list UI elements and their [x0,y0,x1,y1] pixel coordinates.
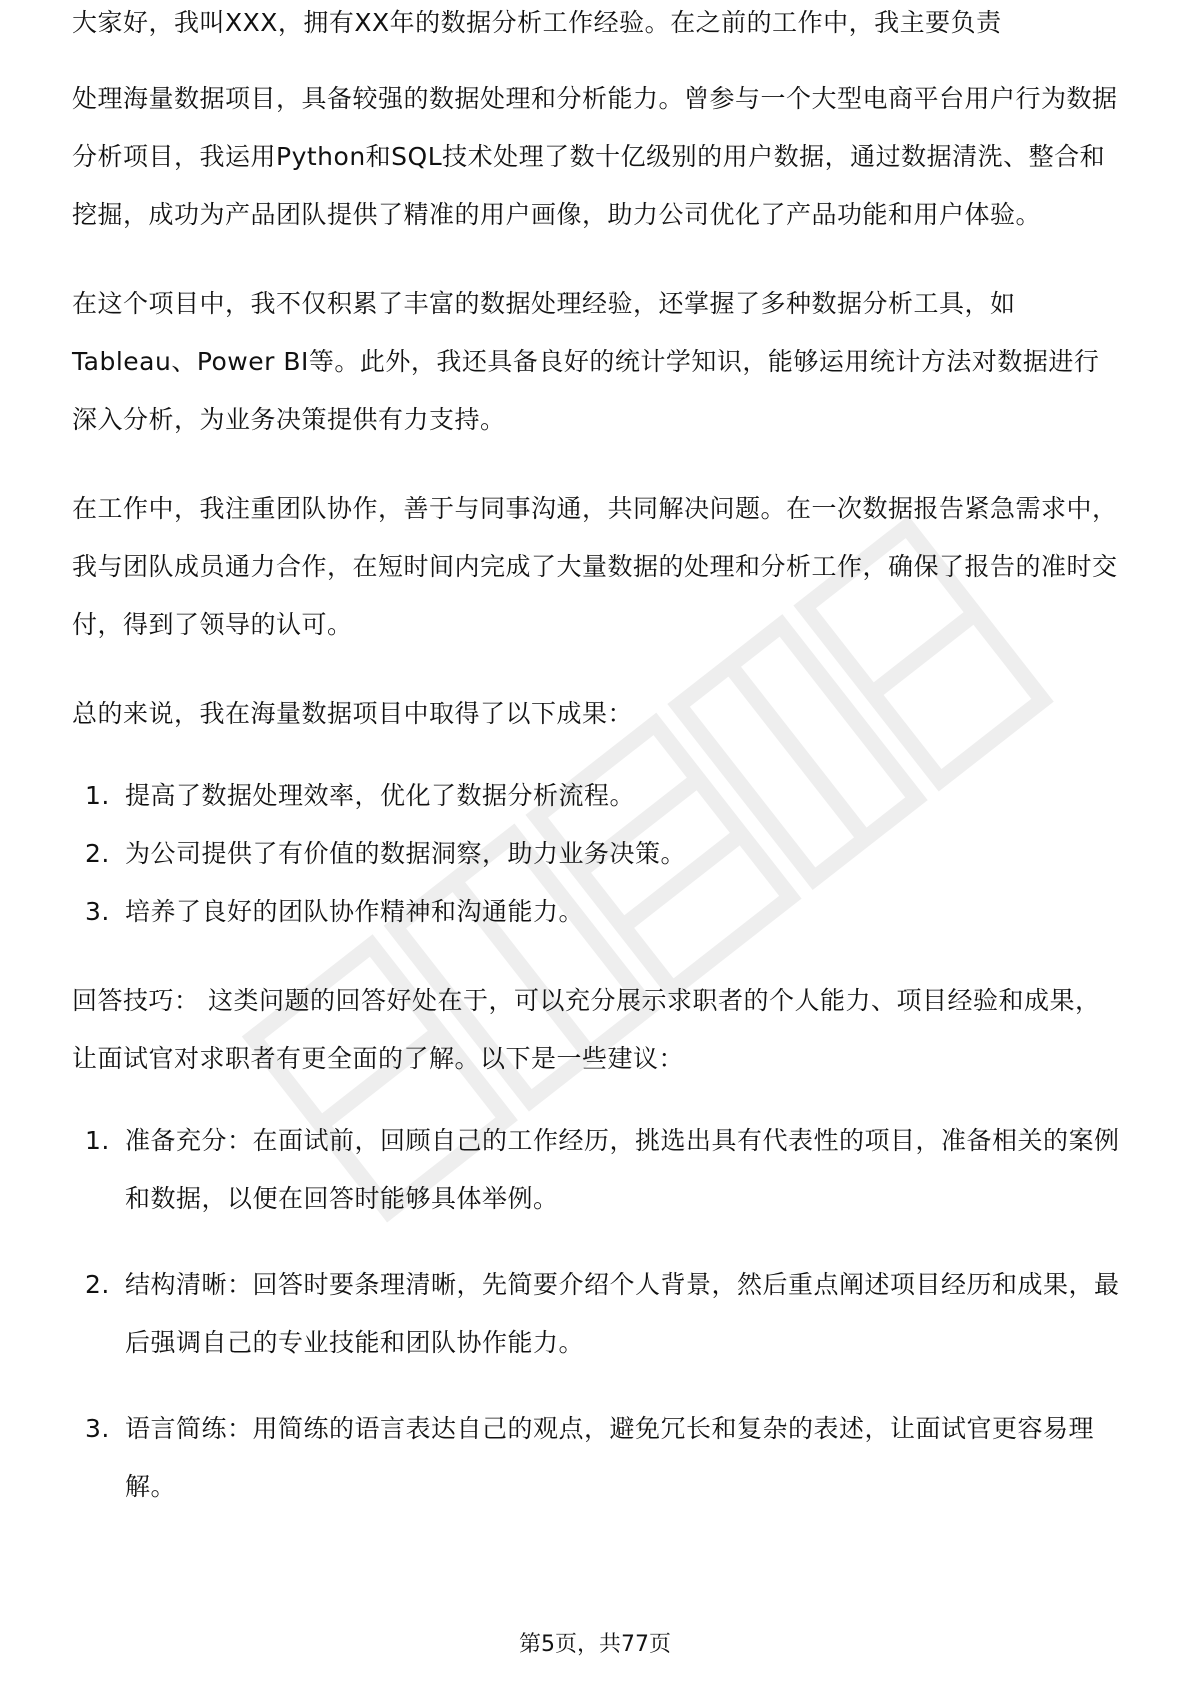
list-item: 3. 培养了良好的团队协作精神和沟通能力。 [85,897,585,926]
document-body [72,70,1122,1516]
achievements-list [72,767,1122,941]
partial-text-line: 大家好，我叫XXX，拥有XX年的数据分析工作经验。在之前的工作中，我主要负责 [72,8,1002,37]
paragraph-teamwork: 在工作中，我注重团队协作，善于与同事沟通，共同解决问题。在一次数据报告紧急需求中，我与团队成员通力合作，在短时间内完成了大量数据的处理和分析工作，确保了报告的准时交付，得到了领导的认可。 [72,494,1118,639]
list-item: 1. 提高了数据处理效率，优化了数据分析流程。 [85,781,636,810]
list-item: 1. 准备充分：在面试前，回顾自己的工作经历，挑选出具有代表性的项目，准备相关的案例和数据，以便在回答时能够具体举例。 [85,1126,1120,1213]
paragraph-intro: 处理海量数据项目，具备较强的数据处理和分析能力。曾参与一个大型电商平台用户行为数据分析项目，我运用Python和SQL技术处理了数十亿级别的用户数据，通过数据清洗、整合和挖掘，成功为产品团队提供了精准的用户画像，助力公司优化了产品功能和用户体验。 [72,84,1118,229]
page-number: 第5页，共77页 [519,1632,671,1657]
tips-list [72,1112,1122,1516]
paragraph-tools: 在这个项目中，我不仅积累了丰富的数据处理经验，还掌握了多种数据分析工具，如Tableau、Power BI等。此外，我还具备良好的统计学知识，能够运用统计方法对数据进行深入分析，为业务决策提供有力支持。 [72,289,1100,434]
list-item: 2. 结构清晰：回答时要条理清晰，先简要介绍个人背景，然后重点阐述项目经历和成果，最后强调自己的专业技能和团队协作能力。 [85,1270,1120,1357]
list-item: 3. 语言简练：用简练的语言表达自己的观点，避免冗长和复杂的表述，让面试官更容易理解。 [85,1414,1095,1501]
paragraph-tips-intro: 回答技巧： 这类问题的回答好处在于，可以充分展示求职者的个人能力、项目经验和成果，让面试官对求职者有更全面的了解。以下是一些建议： [72,986,1101,1073]
paragraph-summary: 总的来说，我在海量数据项目中取得了以下成果： [72,699,634,728]
cut-off-line [72,8,1122,60]
list-item: 2. 为公司提供了有价值的数据洞察，助力业务决策。 [85,839,687,868]
